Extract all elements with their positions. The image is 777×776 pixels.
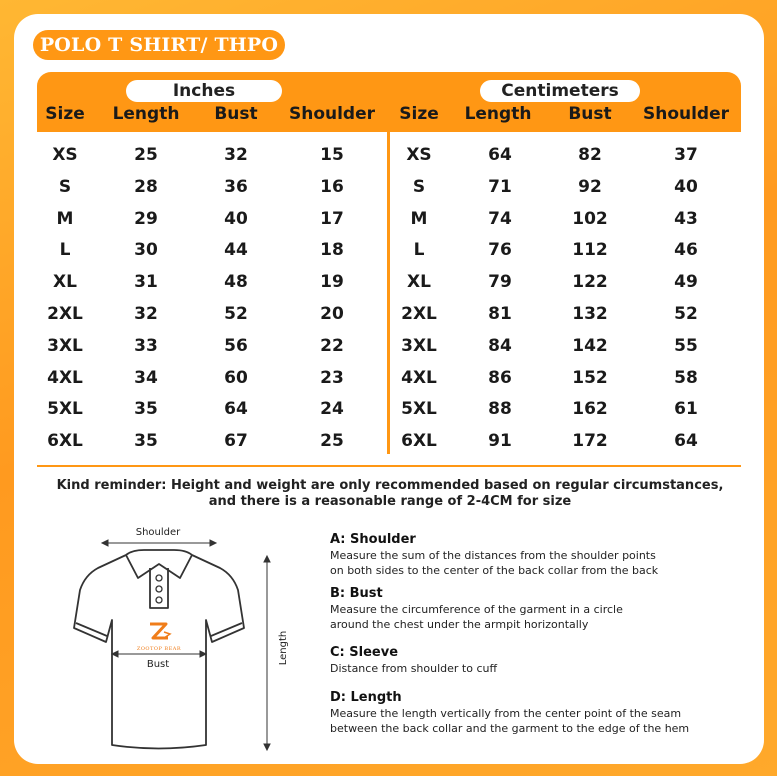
- cell-length-in: 33: [134, 335, 158, 356]
- cell-size-cm: XL: [407, 272, 431, 293]
- cell-shoulder-cm: 49: [674, 272, 698, 293]
- unit-label-inches: Inches: [126, 80, 282, 102]
- measure-shoulder-title: A: Shoulder: [330, 532, 416, 547]
- cell-size-in: M: [56, 208, 74, 229]
- cell-size-cm: 2XL: [401, 304, 437, 324]
- cell-size-cm: 6XL: [401, 431, 437, 452]
- cell-bust-cm: 122: [572, 272, 608, 293]
- col-head-length-in: Length: [112, 104, 180, 124]
- cell-bust-in: 36: [224, 176, 248, 197]
- cell-bust-cm: 132: [572, 304, 608, 324]
- col-head-length-cm: Length: [464, 104, 532, 124]
- cell-shoulder-in: 16: [320, 176, 344, 197]
- cell-length-in: 35: [134, 431, 158, 452]
- cell-bust-cm: 82: [578, 145, 602, 165]
- cell-size-cm: 3XL: [401, 335, 437, 356]
- cell-size-cm: 4XL: [401, 367, 437, 388]
- cell-size-in: 4XL: [47, 367, 83, 388]
- cell-length-cm: 88: [488, 399, 512, 420]
- cell-shoulder-cm: 61: [674, 399, 698, 420]
- cell-shoulder-in: 18: [320, 240, 344, 261]
- cell-bust-cm: 92: [578, 176, 602, 197]
- measure-bust: [330, 586, 623, 632]
- cell-size-in: S: [58, 176, 72, 197]
- cell-bust-cm: 102: [572, 208, 608, 229]
- cell-size-cm: XS: [406, 145, 432, 165]
- cell-length-cm: 86: [488, 367, 512, 388]
- polo-shirt-icon: [60, 520, 310, 760]
- cell-size-cm: M: [410, 208, 428, 229]
- cell-length-cm: 81: [488, 304, 512, 324]
- cell-bust-in: 67: [224, 431, 248, 452]
- cell-shoulder-cm: 52: [674, 304, 698, 324]
- cell-length-cm: 74: [488, 208, 512, 229]
- shirt-button-bottom: [156, 597, 162, 603]
- measure-length-desc-1: Measure the length vertically from the center point of the seam: [330, 707, 682, 720]
- cell-bust-in: 44: [224, 240, 248, 261]
- shoulder-label: Shoulder: [135, 527, 181, 538]
- cell-shoulder-cm: 64: [674, 431, 698, 452]
- measure-shoulder: [330, 532, 658, 578]
- measure-shoulder-desc-2: on both sides to the center of the back collar from the back: [330, 564, 659, 577]
- cell-size-in: 2XL: [47, 304, 83, 324]
- cell-length-in: 25: [134, 145, 158, 165]
- shoulder-measure-line: [102, 540, 216, 546]
- length-label: Length: [278, 630, 289, 666]
- cell-shoulder-in: 20: [320, 304, 344, 324]
- measure-length-desc-2: between the back collar and the garment to the edge of the hem: [330, 722, 690, 735]
- reminder-line-2: and there is a reasonable range of 2-4CM for size: [208, 494, 572, 509]
- cell-shoulder-cm: 55: [674, 335, 698, 356]
- cell-length-in: 32: [134, 304, 158, 324]
- measure-bust-desc-1: Measure the circumference of the garment in a circle: [330, 603, 623, 616]
- cell-shoulder-in: 15: [320, 145, 344, 165]
- cell-size-in: 6XL: [47, 431, 83, 452]
- cell-length-in: 35: [134, 399, 158, 420]
- cell-shoulder-in: 23: [320, 367, 344, 388]
- col-head-bust-cm: Bust: [568, 104, 612, 124]
- measure-length: [330, 690, 689, 736]
- cell-length-in: 31: [134, 272, 158, 293]
- cell-shoulder-cm: 46: [674, 240, 698, 261]
- col-head-bust-in: Bust: [214, 104, 258, 124]
- cell-shoulder-cm: 37: [674, 145, 698, 165]
- measure-sleeve-desc-1: Distance from shoulder to cuff: [330, 662, 498, 675]
- cell-length-in: 28: [134, 176, 158, 197]
- cell-length-cm: 76: [488, 240, 512, 261]
- cell-size-in: 5XL: [47, 399, 83, 420]
- cell-size-in: XL: [53, 272, 77, 293]
- cell-shoulder-in: 19: [320, 272, 344, 293]
- cell-size-cm: 5XL: [401, 399, 437, 420]
- cell-bust-in: 40: [224, 208, 248, 229]
- cell-bust-in: 52: [224, 304, 248, 324]
- col-head-size-cm: Size: [399, 104, 439, 124]
- table-column-divider: [387, 132, 390, 454]
- col-head-shoulder-in: Shoulder: [288, 104, 376, 124]
- measure-length-title: D: Length: [330, 690, 402, 705]
- cell-shoulder-in: 25: [320, 431, 344, 452]
- page-title: POLO T SHIRT/ THPO: [33, 30, 285, 60]
- cell-length-in: 30: [134, 240, 158, 261]
- reminder-line-1: Kind reminder: Height and weight are only recommended based on regular circumstances,: [56, 478, 724, 493]
- bust-label: Bust: [146, 659, 170, 670]
- cell-bust-cm: 112: [572, 240, 608, 261]
- cell-shoulder-in: 24: [320, 399, 344, 420]
- kind-reminder: [40, 478, 740, 510]
- cell-bust-in: 48: [224, 272, 248, 293]
- cell-length-in: 29: [134, 208, 158, 229]
- shirt-button-top: [156, 575, 162, 581]
- cell-bust-in: 32: [224, 145, 248, 165]
- cell-shoulder-in: 17: [320, 208, 344, 229]
- cell-bust-cm: 152: [572, 367, 608, 388]
- length-measure-line: [264, 556, 270, 750]
- cell-size-in: XS: [52, 145, 78, 165]
- cell-length-cm: 71: [488, 176, 512, 197]
- cell-shoulder-cm: 40: [674, 176, 698, 197]
- cell-length-in: 34: [134, 367, 158, 388]
- cell-shoulder-cm: 43: [674, 208, 698, 229]
- logo-text: ZOOTOP BEAR: [136, 646, 182, 652]
- cell-bust-cm: 142: [572, 335, 608, 356]
- measure-shoulder-desc-1: Measure the sum of the distances from the shoulder points: [330, 549, 656, 562]
- zootop-bear-logo: [137, 624, 181, 652]
- cell-size-in: 3XL: [47, 335, 83, 356]
- shirt-diagram: [60, 520, 310, 760]
- cell-size-in: L: [59, 240, 71, 261]
- shirt-button-middle: [156, 586, 162, 592]
- cell-shoulder-in: 22: [320, 335, 344, 356]
- cell-bust-in: 60: [224, 367, 248, 388]
- measure-bust-title: B: Bust: [330, 586, 383, 601]
- measure-sleeve-title: C: Sleeve: [330, 645, 399, 660]
- cell-shoulder-cm: 58: [674, 367, 698, 388]
- cell-bust-cm: 162: [572, 399, 608, 420]
- cell-length-cm: 64: [488, 145, 512, 165]
- col-head-size-in: Size: [45, 104, 85, 124]
- cell-size-cm: L: [413, 240, 425, 261]
- cell-size-cm: S: [412, 176, 426, 197]
- col-head-shoulder-cm: Shoulder: [642, 104, 730, 124]
- cell-bust-cm: 172: [572, 431, 608, 452]
- measure-bust-desc-2: around the chest under the armpit horizontally: [330, 618, 589, 631]
- unit-label-centimeters: Centimeters: [480, 80, 640, 102]
- measure-sleeve: [330, 645, 497, 676]
- cell-bust-in: 64: [224, 399, 248, 420]
- cell-length-cm: 79: [488, 272, 512, 293]
- table-bottom-divider: [37, 465, 741, 467]
- cell-length-cm: 91: [488, 431, 512, 452]
- cell-length-cm: 84: [488, 335, 512, 356]
- cell-bust-in: 56: [224, 335, 248, 356]
